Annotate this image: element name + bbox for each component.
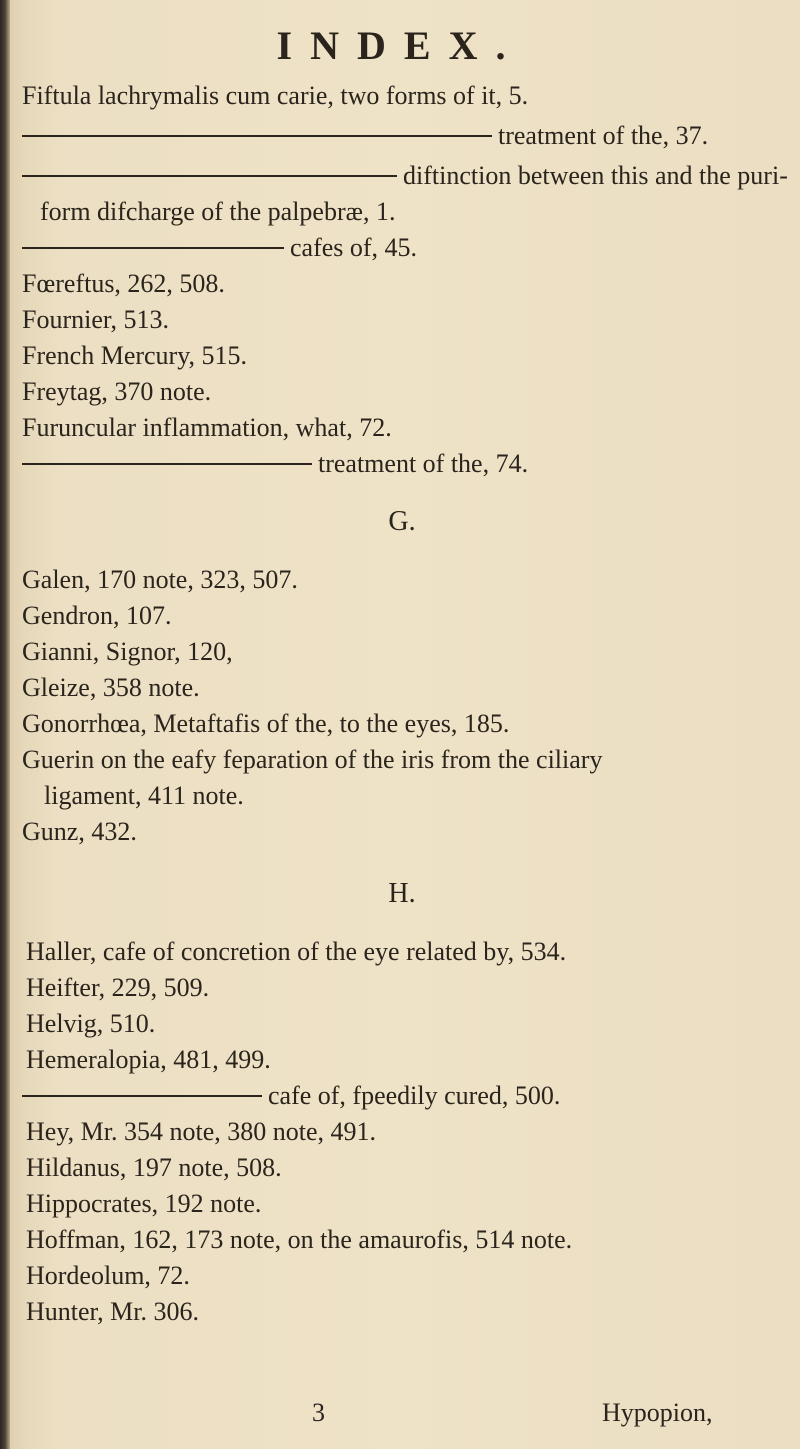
section-heading-g: G.	[388, 506, 416, 537]
index-entry: Fœreftus, 262, 508.	[22, 269, 225, 298]
index-entry: Heifter, 229, 509.	[26, 973, 210, 1002]
index-continuation: form difcharge of the palpebræ, 1.	[40, 197, 396, 226]
index-entry: Helvig, 510.	[26, 1009, 156, 1038]
index-entry: Fiftula lachrymalis cum carie, two forms of it, 5.	[22, 81, 529, 110]
subentry-text: cafes of, 45.	[290, 233, 418, 262]
section-heading-h: H.	[388, 878, 416, 909]
subentry-text: treatment of the, 37.	[498, 121, 709, 150]
index-subentry	[22, 1078, 560, 1114]
index-entry: Gianni, Signor, 120,	[22, 637, 233, 666]
index-entry: Gunz, 432.	[22, 817, 137, 846]
index-subentry	[22, 118, 708, 154]
subentry-text: treatment of the, 74.	[318, 449, 529, 478]
index-entry: Gonorrhœa, Metaftafis of the, to the eyes, 185.	[22, 709, 510, 738]
index-entry: Fournier, 513.	[22, 305, 169, 334]
index-entry: Hunter, Mr. 306.	[26, 1297, 199, 1326]
ditto-rule	[22, 135, 492, 137]
index-subentry	[22, 446, 528, 482]
index-entry: Freytag, 370 note.	[22, 377, 212, 406]
book-gutter	[0, 0, 10, 1449]
index-entry: Gleize, 358 note.	[22, 673, 200, 702]
index-subentry	[22, 158, 788, 194]
index-entry: Galen, 170 note, 323, 507.	[22, 565, 298, 594]
signature-mark: 3	[312, 1398, 325, 1427]
ditto-rule	[22, 463, 312, 465]
subentry-text: cafe of, fpeedily cured, 500.	[268, 1081, 561, 1110]
ditto-rule	[22, 1095, 262, 1097]
ditto-rule	[22, 247, 284, 249]
index-entry: Hoffman, 162, 173 note, on the amaurofis, 514 note.	[26, 1225, 573, 1254]
index-entry: Hey, Mr. 354 note, 380 note, 491.	[26, 1117, 376, 1146]
index-continuation: ligament, 411 note.	[44, 781, 244, 810]
index-entry: Haller, cafe of concretion of the eye related by, 534.	[26, 937, 567, 966]
index-entry: Hippocrates, 192 note.	[26, 1189, 262, 1218]
index-entry: Hordeolum, 72.	[26, 1261, 190, 1290]
index-entry: Hildanus, 197 note, 508.	[26, 1153, 282, 1182]
subentry-text: diftinction between this and the puri-	[403, 161, 788, 190]
catchword: Hypopion,	[602, 1398, 713, 1427]
index-subentry	[22, 230, 417, 266]
index-entry: French Mercury, 515.	[22, 341, 248, 370]
ditto-rule	[22, 175, 397, 177]
index-entry: Furuncular inflammation, what, 72.	[22, 413, 392, 442]
index-entry: Guerin on the eafy feparation of the iris from the ciliary	[22, 745, 603, 774]
index-entry: Gendron, 107.	[22, 601, 172, 630]
page-header: INDEX.	[276, 23, 524, 68]
index-entry: Hemeralopia, 481, 499.	[26, 1045, 271, 1074]
